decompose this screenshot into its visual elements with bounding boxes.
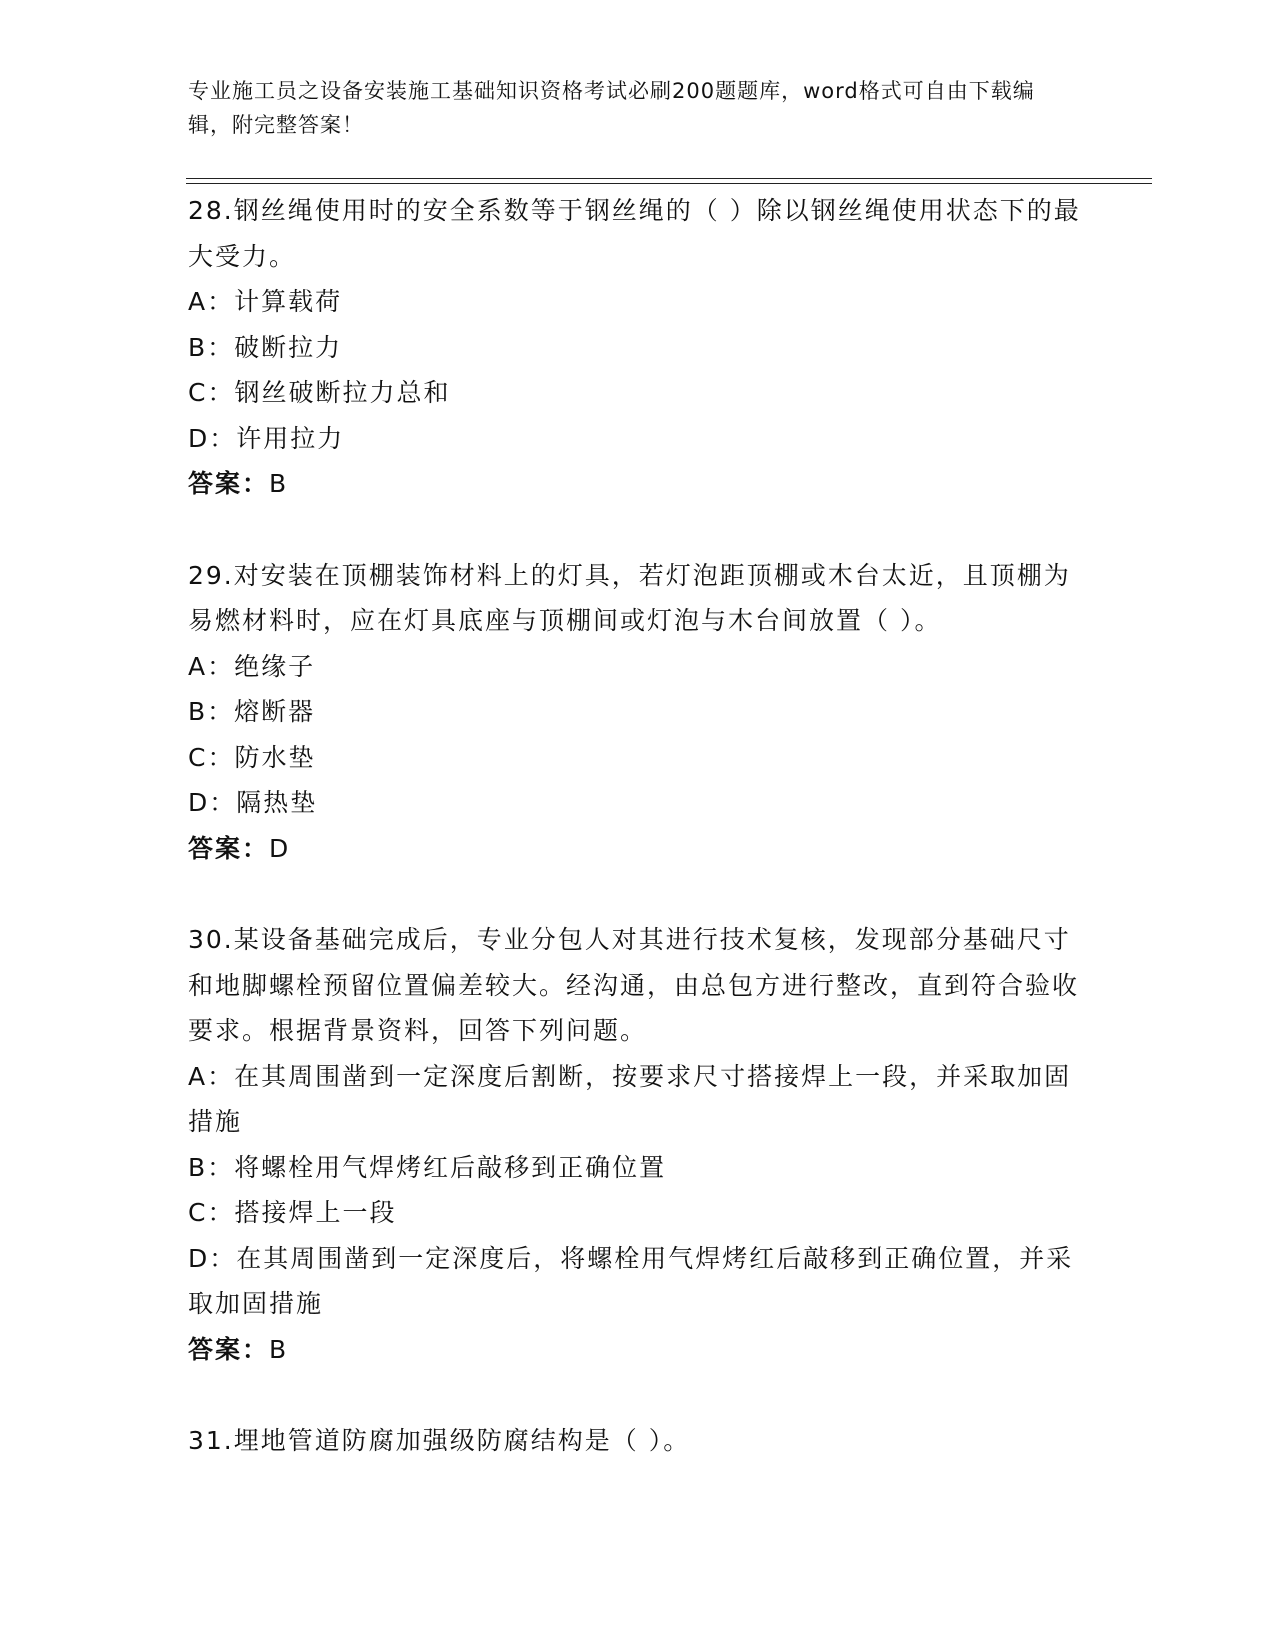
option-d: D：在其周围凿到一定深度后，将螺栓用气焊烤红后敲移到正确位置，并采取加固措施 — [188, 1243, 1074, 1318]
answer-line — [188, 826, 1088, 872]
document-title: 专业施工员之设备安装施工基础知识资格考试必刷200题题库，word格式可自由下载编辑，附完整答案！ — [188, 79, 1035, 137]
answer-label: 答案： — [188, 1334, 270, 1364]
document-header — [188, 74, 1068, 142]
option-b: B：熔断器 — [188, 697, 316, 726]
question-28 — [188, 188, 1088, 507]
question-list — [188, 188, 1088, 1510]
answer-value: D — [269, 833, 290, 863]
question-29 — [188, 553, 1088, 872]
answer-label: 答案： — [188, 833, 270, 863]
question-text: 31.埋地管道防腐加强级防腐结构是（ ）。 — [188, 1426, 691, 1455]
option-c: C：钢丝破断拉力总和 — [188, 378, 451, 407]
option-b: B：将螺栓用气焊烤红后敲移到正确位置 — [188, 1152, 667, 1182]
question-text: 30.某设备基础完成后，专业分包人对其进行技术复核，发现部分基础尺寸和地脚螺栓预留位置偏差较大。经沟通，由总包方进行整改，直到符合验收要求。根据背景资料，回答下列问题。 — [188, 925, 1080, 1045]
question-text: 29.对安装在顶棚装饰材料上的灯具，若灯泡距顶棚或木台太近，且顶棚为易燃材料时，应在灯具底座与顶棚间或灯泡与木台间放置（ ）。 — [188, 560, 1071, 635]
question-text: 28.钢丝绳使用时的安全系数等于钢丝绳的（ ）除以钢丝绳使用状态下的最大受力。 — [188, 196, 1081, 271]
answer-value: B — [269, 1334, 288, 1364]
question-31 — [188, 1418, 1088, 1464]
option-c: C：搭接焊上一段 — [188, 1198, 397, 1227]
option-a: A：在其周围凿到一定深度后割断，按要求尺寸搭接焊上一段，并采取加固措施 — [188, 1061, 1072, 1136]
option-a: A：绝缘子 — [188, 651, 316, 681]
answer-line — [188, 1327, 1088, 1373]
option-b: B：破断拉力 — [188, 332, 343, 362]
option-a: A：计算载荷 — [188, 287, 343, 316]
option-c: C：防水垫 — [188, 742, 316, 772]
header-divider-bottom — [186, 183, 1152, 184]
question-30 — [188, 917, 1088, 1372]
option-d: D：隔热垫 — [188, 788, 318, 817]
answer-label: 答案： — [188, 469, 270, 498]
answer-value: B — [269, 469, 288, 498]
option-d: D：许用拉力 — [188, 423, 345, 453]
answer-line — [188, 461, 1088, 507]
header-divider-top — [186, 178, 1152, 179]
